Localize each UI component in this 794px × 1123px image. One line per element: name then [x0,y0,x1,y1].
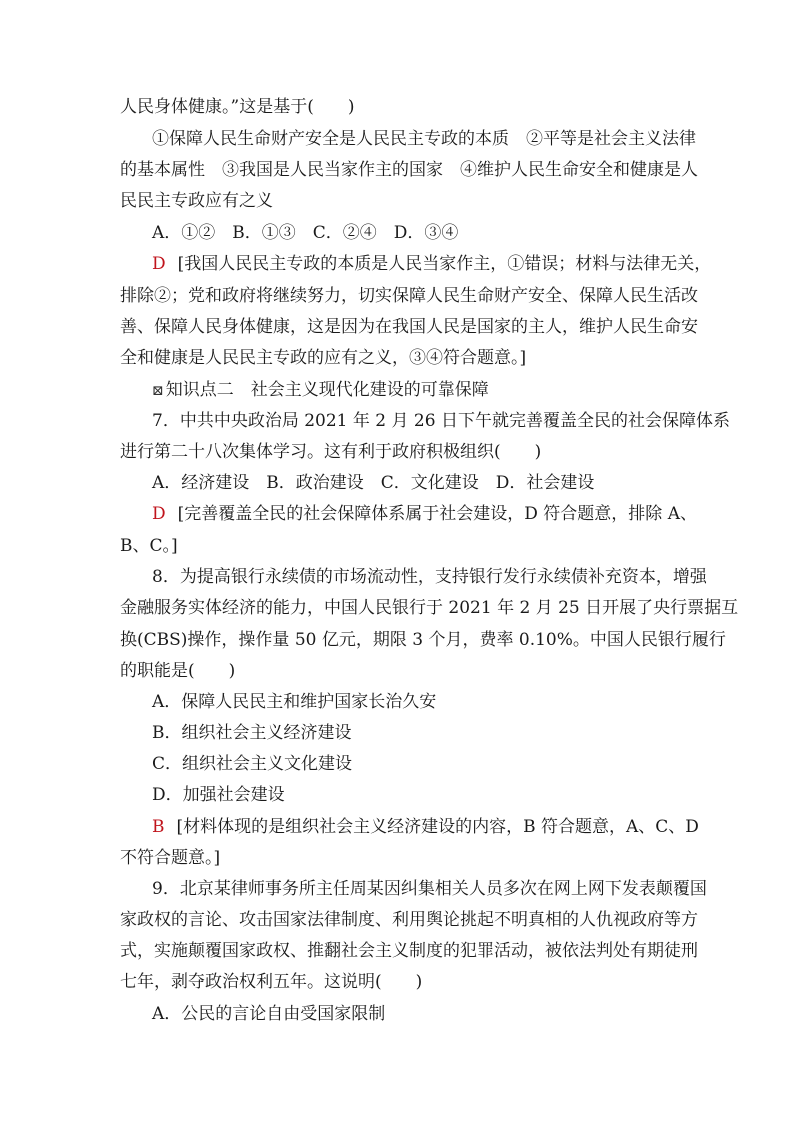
answer-choices: A．①② B．①③ C．②④ D．③④ [152,223,459,243]
text-line: 家政权的言论、攻击国家法律制度、利用舆论挑起不明真相的人仇视政府等方 [120,910,698,930]
text-line: 不符合题意。] [120,848,221,868]
text-line: 人民身体健康。”这是基于( ) [120,97,355,117]
explanation-text: [完善覆盖全民的社会保障体系属于社会建设，D 符合题意，排除 A、 [177,504,697,524]
choice-c: C．组织社会主义文化建设 [152,754,353,774]
answer-letter: D [152,504,166,524]
text-line: 善、保障人民身体健康，这是因为在我国人民是国家的主人，维护人民生命安 [120,317,698,337]
answer-explanation [0,253,794,275]
answer-explanation [0,816,794,838]
explanation-text: [我国人民民主专政的本质是人民当家作主，①错误；材料与法律无关， [177,254,712,274]
text-line: 民民主专政应有之义 [120,191,273,211]
choice-b: B．组织社会主义经济建设 [152,723,352,743]
section-marker-icon: ⊠ [152,383,164,399]
text-line: B、C。] [120,536,178,556]
text-line: 换(CBS)操作，操作量 50 亿元，期限 3 个月，费率 0.10%。中国人民银行履行 [120,630,726,650]
text-line: 的职能是( ) [120,661,236,681]
question-7: 7．中共中央政治局 2021 年 2 月 26 日下午就完善覆盖全民的社会保障体系 [152,411,730,431]
answer-choices: A．经济建设 B．政治建设 C．文化建设 D．社会建设 [152,473,595,493]
text-line: 金融服务实体经济的能力，中国人民银行于 2021 年 2 月 25 日开展了央行票据互 [120,598,739,618]
choice-d: D．加强社会建设 [152,785,285,805]
answer-letter: B [152,817,165,837]
choice-a: A．公民的言论自由受国家限制 [152,1004,386,1024]
text-line: 进行第二十八次集体学习。这有利于政府积极组织( ) [120,442,542,462]
answer-explanation [0,503,794,525]
question-9: 9．北京某律师事务所主任周某因纠集相关人员多次在网上网下发表颠覆国 [152,879,707,899]
answer-letter: D [152,254,166,274]
text-line: 全和健康是人民民主专政的应有之义，③④符合题意。] [120,348,527,368]
choice-a: A．保障人民民主和维护国家长治久安 [152,692,437,712]
question-8: 8．为提高银行永续债的市场流动性，支持银行发行永续债补充资本，增强 [152,567,707,587]
text-line: 排除②；党和政府将继续努力，切实保障人民生命财产安全、保障人民生活改 [120,286,698,306]
text-line: 的基本属性 ③我国是人民当家作主的国家 ④维护人民生命安全和健康是人 [120,160,698,180]
section-heading [0,379,794,402]
option-statements: ①保障人民生命财产安全是人民民主专政的本质 ②平等是社会主义法律 [152,129,696,149]
section-title: 知识点二 社会主义现代化建设的可靠保障 [165,380,489,400]
text-line: 七年，剥夺政治权利五年。这说明( ) [120,972,423,992]
text-line: 式，实施颠覆国家政权、推翻社会主义制度的犯罪活动，被依法判处有期徒刑 [120,941,698,961]
explanation-text: [材料体现的是组织社会主义经济建设的内容，B 符合题意，A、C、D [176,817,699,837]
